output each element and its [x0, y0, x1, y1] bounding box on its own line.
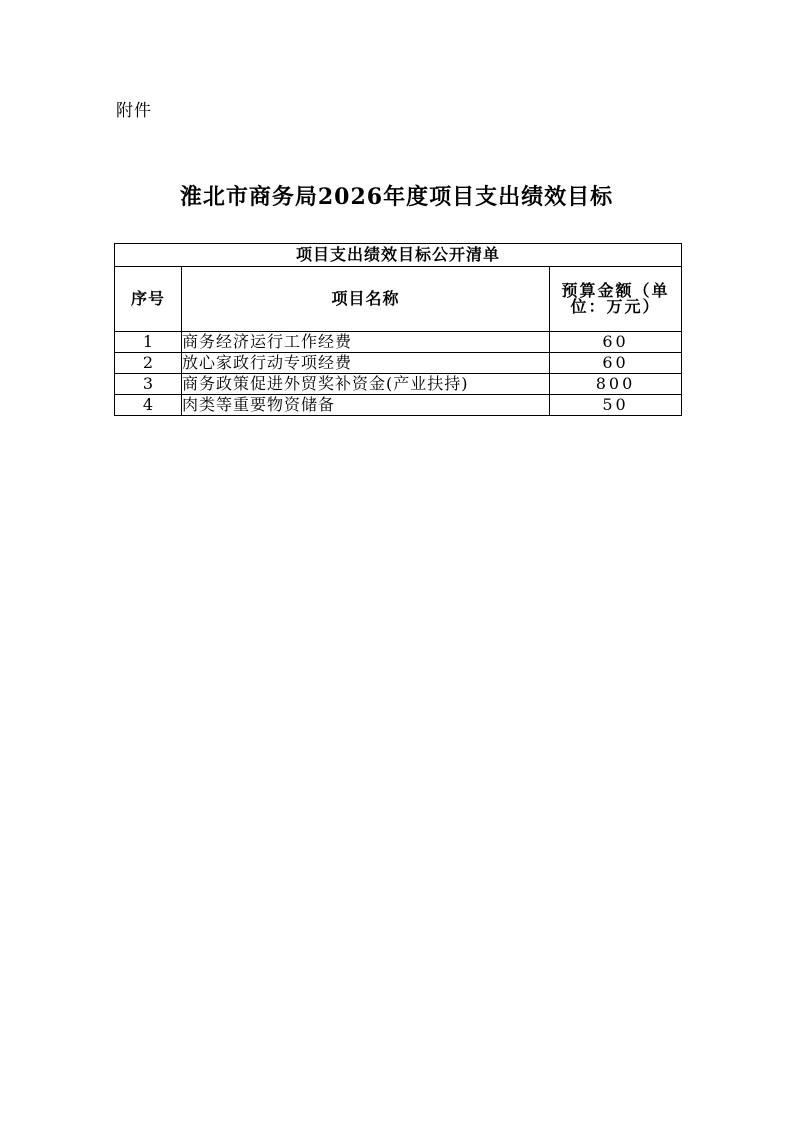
row-name: 放心家政行动专项经费 — [182, 353, 550, 374]
row-no: 4 — [115, 395, 182, 416]
table-caption: 项目支出绩效目标公开清单 — [115, 244, 682, 267]
table-row — [115, 332, 682, 353]
header-name: 项目名称 — [182, 267, 550, 332]
row-no: 1 — [115, 332, 182, 353]
row-name: 商务政策促进外贸奖补资金(产业扶持) — [182, 374, 550, 395]
row-amount: 50 — [550, 395, 682, 416]
row-amount: 800 — [550, 374, 682, 395]
row-amount: 60 — [550, 332, 682, 353]
row-name: 商务经济运行工作经费 — [182, 332, 550, 353]
table-header-row — [115, 267, 682, 332]
table-row — [115, 353, 682, 374]
table-row — [115, 374, 682, 395]
table-caption-row — [115, 244, 682, 267]
header-no: 序号 — [115, 267, 182, 332]
header-budget: 预算金额（单位：万元） — [550, 267, 682, 332]
row-amount: 60 — [550, 353, 682, 374]
row-name: 肉类等重要物资储备 — [182, 395, 550, 416]
document-title: 淮北市商务局2026年度项目支出绩效目标 — [179, 184, 614, 210]
row-no: 2 — [115, 353, 182, 374]
attachment-label: 附件 — [116, 101, 152, 121]
row-no: 3 — [115, 374, 182, 395]
budget-table — [114, 243, 682, 416]
table-row — [115, 395, 682, 416]
